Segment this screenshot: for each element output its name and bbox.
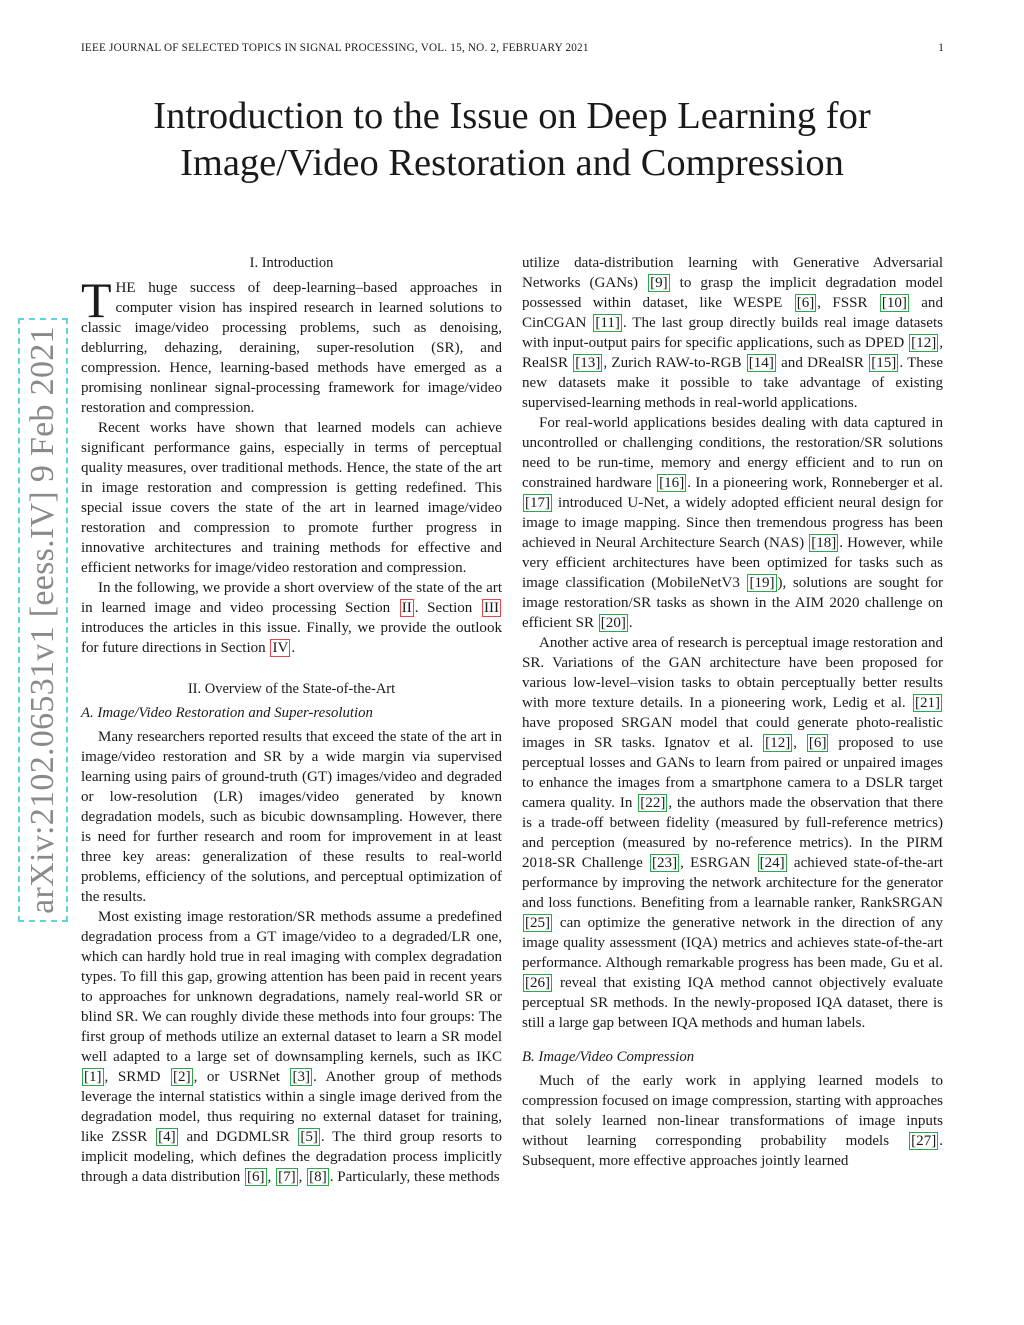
restoration-paragraph-1: Many researchers reported results that exceed the state of the art in image/video restoration and SR by a wide margin via supervised learning using pairs of ground-truth (GT) images/video and degraded or low-resolution (LR) images/video generated by known degradation models, such as bicubic downsampling. However, there is need for further research and room for improvement in at least three key areas: generalization of these results to real-world problems, efficiency of the solutions, and perceptual optimization of the results.	[81, 729, 502, 905]
citation-link[interactable]: [3]	[292, 1069, 311, 1085]
restoration-paragraph-2: Most existing image restoration/SR methods assume a predefined degradation process from a GT image/video to a degraded/LR one, which can hardly hold true in real imaging with complex degradation types. To fill this gap, growing attention has been paid in recent years to approaches for unknown degradations, namely real-world SR or blind SR. We can roughly divide these methods into four groups: The first group of methods utilize an external dataset to learn a SR model well adapted to a large set of downsampling kernels, such as IKC [1] , SRMD [2] , or USRNet [3] . Another group of methods leverage the internal statistics within a single image derived from the degradation model, thus requiring no external dataset for training, like ZSSR [4] and DGDMLSR [5] . The third group resorts to implicit modeling, which defines the degradation process implicitly through a data distribution [6] , [7] , [8] . Particularly, these methods	[81, 909, 503, 1185]
citation-link[interactable]: [6]	[796, 295, 815, 311]
citation-link[interactable]: [1]	[84, 1069, 102, 1085]
citation-link[interactable]: [6]	[247, 1169, 265, 1185]
citation-link[interactable]: [24]	[759, 855, 785, 871]
citation-link[interactable]: [14]	[748, 355, 774, 371]
compression-paragraph-1: Much of the early work in applying learned models to compression focused on image compression, starting with approaches that solely learned non-linear transformations of image inputs without learning corresponding probability models [27] . Subsequent, more effective approaches jointly learned	[522, 1073, 943, 1169]
citation-link[interactable]: [2]	[173, 1069, 191, 1085]
title-line-1: Introduction to the Issue on Deep Learning for	[153, 95, 871, 137]
citation-link[interactable]: [19]	[749, 575, 775, 591]
journal-header: IEEE JOURNAL OF SELECTED TOPICS IN SIGNAL PROCESSING, VOL. 15, NO. 2, FEBRUARY 2021	[81, 42, 589, 54]
page-number: 1	[938, 42, 944, 54]
section-ref-link[interactable]: III	[483, 600, 499, 616]
citation-link[interactable]: [15]	[871, 355, 897, 371]
citation-link[interactable]: [21]	[914, 695, 941, 711]
citation-link[interactable]: [25]	[525, 915, 551, 931]
citation-link[interactable]: [16]	[659, 475, 685, 491]
citation-link[interactable]: [8]	[309, 1169, 327, 1185]
arxiv-stamp[interactable]	[18, 318, 68, 922]
citation-link[interactable]: [6]	[808, 735, 827, 751]
citation-link[interactable]: [9]	[650, 275, 668, 291]
citation-link[interactable]: [17]	[525, 495, 551, 511]
section-heading-overview: II. Overview of the State-of-the-Art	[187, 681, 396, 697]
subsection-heading-restoration: A. Image/Video Restoration and Super-resolution	[81, 705, 373, 721]
paper-title	[60, 93, 964, 187]
section-ref-link[interactable]: IV	[272, 640, 289, 656]
citation-link[interactable]: [23]	[652, 855, 678, 871]
intro-paragraph-3: In the following, we provide a short overview of the state of the art in learned image and video processing Section II . Section III introduces the articles in this issue. Finally, we provide the outlook for future directions in Section IV .	[81, 580, 502, 656]
restoration-paragraph-4: Another active area of research is perceptual image restoration and SR. Variations of the GAN architecture have been proposed for various low-level–vision tasks to obtain perceptually better results with more texture details. In a pioneering work, Ledig et al. [21] have proposed SRGAN model that could generate photo-realistic images in SR tasks. Ignatov et al. [12] , [6] proposed to use perceptual losses and GANs to learn from paired or unpaired images to enhance the images from a smartphone camera to a DSLR target camera quality. In [22] , the authors made the observation that there is a trade-off between fidelity (measured by full-reference metrics) and perception (measured by no-reference metrics). In the PIRM 2018-SR Challenge [23] , ESRGAN [24] achieved state-of-the-art performance by improving the network architecture for the generator and loss functions. Benefiting from a learnable ranker, RankSRGAN [25] can optimize the generative network in the direction of any image quality assessment (IQA) metrics and achieves state-of-the-art performance. Although remarkable progress has been made, Gu et al. [26] reveal that existing IQA method cannot objectively evaluate perceptual SR methods. In the newly-proposed IQA dataset, there is still a large gap between IQA methods and human labels.	[522, 635, 944, 1031]
intro-paragraph-2: Recent works have shown that learned models can achieve significant performance gains, especially in terms of perceptual quality measures, over traditional methods. Hence, the state of the art in image restoration and compression is getting redefined. This special issue covers the state of the art in learned image/video restoration and compression to promote further progress in innovative architectures and training methods for effective and efficient networks for image/video restoration and compression.	[81, 420, 502, 576]
citation-link[interactable]: [5]	[300, 1129, 318, 1145]
section-heading-introduction: I. Introduction	[249, 255, 334, 271]
citation-link[interactable]: [11]	[595, 315, 620, 331]
restoration-paragraph-3: For real-world applications besides dealing with data captured in uncontrolled or challenging conditions, the restoration/SR solutions need to be run-time, memory and energy efficient and to run on constrained hardware [16] . In a pioneering work, Ronneberger et al. [17] introduced U-Net, a widely adopted efficient neural design for image to image mapping. Since then tremendous progress has been achieved in Neural Architecture Search (NAS) [18] . However, while very efficient architectures have been optimized for tasks such as image classification (MobileNetV3 [19] ), solutions are sought for image restoration/SR tasks as shown in the AIM 2020 challenge on efficient SR [20] .	[522, 415, 943, 631]
citation-link[interactable]: [18]	[811, 535, 837, 551]
running-header	[81, 42, 944, 54]
restoration-paragraph-2-cont: utilize data-distribution learning with Generative Adversarial Networks (GANs) [9] to grasp the implicit degradation model possessed within dataset, like WESPE [6] , FSSR [10] and CinCGAN [11] . The last group directly builds real image datasets with input-output pairs for specific applications, such as DPED [12] , RealSR [13] , Zurich RAW-to-RGB [14] and DRealSR [15] . These new datasets make it possible to take advantage of existing supervised-learning methods in real-world applications.	[522, 255, 944, 411]
citation-link[interactable]: [26]	[525, 975, 551, 991]
citation-link[interactable]: [12]	[765, 735, 791, 751]
right-column	[522, 253, 943, 1171]
arxiv-stamp-text: arXiv:2102.06531v1 [eess.IV] 9 Feb 2021	[24, 326, 61, 914]
citation-link[interactable]: [12]	[911, 335, 937, 351]
citation-link[interactable]: [7]	[278, 1169, 296, 1185]
drop-cap: T	[81, 272, 112, 328]
subsection-heading-compression: B. Image/Video Compression	[522, 1049, 695, 1065]
citation-link[interactable]: [4]	[158, 1129, 176, 1145]
title-line-2: Image/Video Restoration and Compression	[180, 142, 844, 184]
left-column	[81, 253, 502, 1187]
citation-link[interactable]: [27]	[911, 1133, 937, 1149]
citation-link[interactable]: [22]	[640, 795, 666, 811]
section-ref-link[interactable]: II	[401, 600, 412, 616]
citation-link[interactable]: [13]	[575, 355, 601, 371]
citation-link[interactable]: [10]	[881, 295, 907, 311]
citation-link[interactable]: [20]	[600, 615, 626, 631]
intro-paragraph-1: THE huge success of deep-learning–based approaches in computer vision has inspired research in learned solutions to classic image/video processing problems, such as denoising, deblurring, dehazing, deraining, super-resolution (SR), and compression. Hence, learning-based methods have emerged as a promising nonlinear signal-processing framework for image/video restoration and compression.	[81, 272, 502, 416]
